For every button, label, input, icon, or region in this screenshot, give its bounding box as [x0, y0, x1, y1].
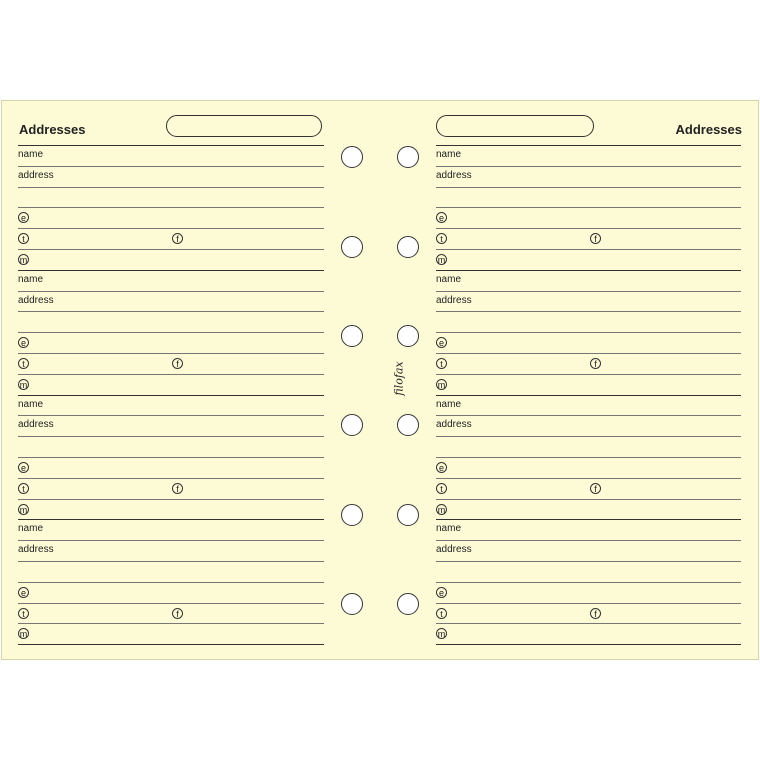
email-field-label: e: [436, 462, 447, 473]
fax-field-label: f: [172, 608, 183, 619]
fax-field-label: f: [590, 483, 601, 494]
binder-hole: [341, 236, 363, 258]
address-field-label: address: [18, 419, 54, 431]
entry-divider: [436, 145, 741, 146]
ruled-line: [18, 166, 324, 167]
mobile-field-label: m: [437, 255, 446, 265]
address-field-label: address: [436, 169, 472, 181]
email-field-label: e: [18, 212, 29, 223]
email-field-label: e: [436, 212, 447, 223]
fax-field-label: f: [172, 233, 183, 244]
ruled-line: [18, 561, 324, 562]
address-field-label: address: [18, 294, 54, 306]
ruled-line: [436, 415, 741, 416]
name-field-label: name: [436, 398, 462, 410]
mobile-field-label: m: [19, 504, 28, 515]
mobile-field-label: m: [19, 255, 28, 265]
ruled-line: [436, 623, 741, 624]
fax-field-label: f: [590, 358, 601, 369]
ruled-line: [436, 249, 741, 250]
telephone-field-label: t: [18, 608, 29, 619]
ruled-line: [18, 478, 324, 479]
entry-divider: [18, 395, 324, 396]
binder-hole: [397, 146, 419, 168]
ruled-line: [18, 540, 324, 541]
email-field-label: e: [18, 337, 29, 348]
ruled-line: [436, 540, 741, 541]
binder-hole: [341, 593, 363, 615]
name-field-label: name: [18, 398, 44, 410]
address-field-label: address: [18, 544, 54, 556]
binder-hole: [397, 236, 419, 258]
binder-hole: [341, 146, 363, 168]
telephone-field-label: t: [436, 608, 447, 619]
left-page-title: Addresses: [19, 122, 86, 137]
mobile-field-label: m: [437, 504, 446, 515]
ruled-line: [436, 228, 741, 229]
binder-hole: [341, 504, 363, 526]
address-field-label: address: [436, 294, 472, 306]
entry-divider: [436, 270, 741, 271]
name-field-label: name: [18, 273, 44, 285]
fax-field-label: f: [590, 608, 601, 619]
entry-divider: [18, 519, 324, 520]
ruled-line: [18, 187, 324, 188]
ruled-line: [18, 207, 324, 208]
fax-field-label: f: [172, 483, 183, 494]
ruled-line: [18, 311, 324, 312]
ruled-line: [18, 582, 324, 583]
ruled-line: [436, 561, 741, 562]
ruled-line: [436, 436, 741, 437]
ruled-line: [18, 332, 324, 333]
ruled-line: [436, 207, 741, 208]
ruled-line: [436, 166, 741, 167]
ruled-line: [436, 478, 741, 479]
address-field-label: address: [436, 419, 472, 431]
telephone-field-label: t: [436, 358, 447, 369]
email-field-label: e: [18, 587, 29, 598]
mobile-field-label: m: [19, 629, 28, 640]
mobile-field-label: m: [19, 379, 28, 390]
name-field-label: name: [436, 523, 462, 535]
ruled-line: [436, 291, 741, 292]
telephone-field-label: t: [18, 483, 29, 494]
left-index-label-box[interactable]: [166, 115, 322, 137]
entry-divider: [18, 145, 324, 146]
fax-field-label: f: [172, 358, 183, 369]
right-page-title: Addresses: [675, 122, 742, 137]
telephone-field-label: t: [18, 233, 29, 244]
email-field-label: e: [18, 462, 29, 473]
mobile-field-label: m: [437, 379, 446, 390]
name-field-label: name: [18, 523, 44, 535]
ruled-line: [18, 623, 324, 624]
entry-divider: [18, 644, 324, 645]
ruled-line: [18, 353, 324, 354]
telephone-field-label: t: [436, 233, 447, 244]
ruled-line: [18, 228, 324, 229]
binder-hole: [341, 325, 363, 347]
ruled-line: [436, 187, 741, 188]
name-field-label: name: [436, 149, 462, 160]
name-field-label: name: [18, 149, 44, 160]
email-field-label: e: [436, 337, 447, 348]
name-field-label: name: [436, 273, 462, 285]
ruled-line: [436, 353, 741, 354]
ruled-line: [18, 374, 324, 375]
entry-divider: [436, 644, 741, 645]
email-field-label: e: [436, 587, 447, 598]
ruled-line: [18, 291, 324, 292]
ruled-line: [18, 499, 324, 500]
ruled-line: [18, 457, 324, 458]
address-field-label: address: [18, 169, 54, 181]
ruled-line: [436, 499, 741, 500]
ruled-line: [436, 374, 741, 375]
ruled-line: [436, 603, 741, 604]
entry-divider: [436, 519, 741, 520]
planner-page: [1, 100, 759, 660]
ruled-line: [18, 249, 324, 250]
right-index-label-box[interactable]: [436, 115, 594, 137]
ruled-line: [436, 311, 741, 312]
binder-hole: [397, 593, 419, 615]
telephone-field-label: t: [436, 483, 447, 494]
entry-divider: [436, 395, 741, 396]
ruled-line: [18, 603, 324, 604]
fax-field-label: f: [590, 233, 601, 244]
binder-hole: [397, 504, 419, 526]
ruled-line: [18, 436, 324, 437]
ruled-line: [18, 415, 324, 416]
address-field-label: address: [436, 544, 472, 556]
binder-hole: [397, 414, 419, 436]
entry-divider: [18, 270, 324, 271]
binder-hole: [341, 414, 363, 436]
ruled-line: [436, 582, 741, 583]
ruled-line: [436, 457, 741, 458]
telephone-field-label: t: [18, 358, 29, 369]
mobile-field-label: m: [437, 629, 446, 640]
binder-hole: [397, 325, 419, 347]
ruled-line: [436, 332, 741, 333]
filofax-logo: filofax: [392, 361, 406, 396]
